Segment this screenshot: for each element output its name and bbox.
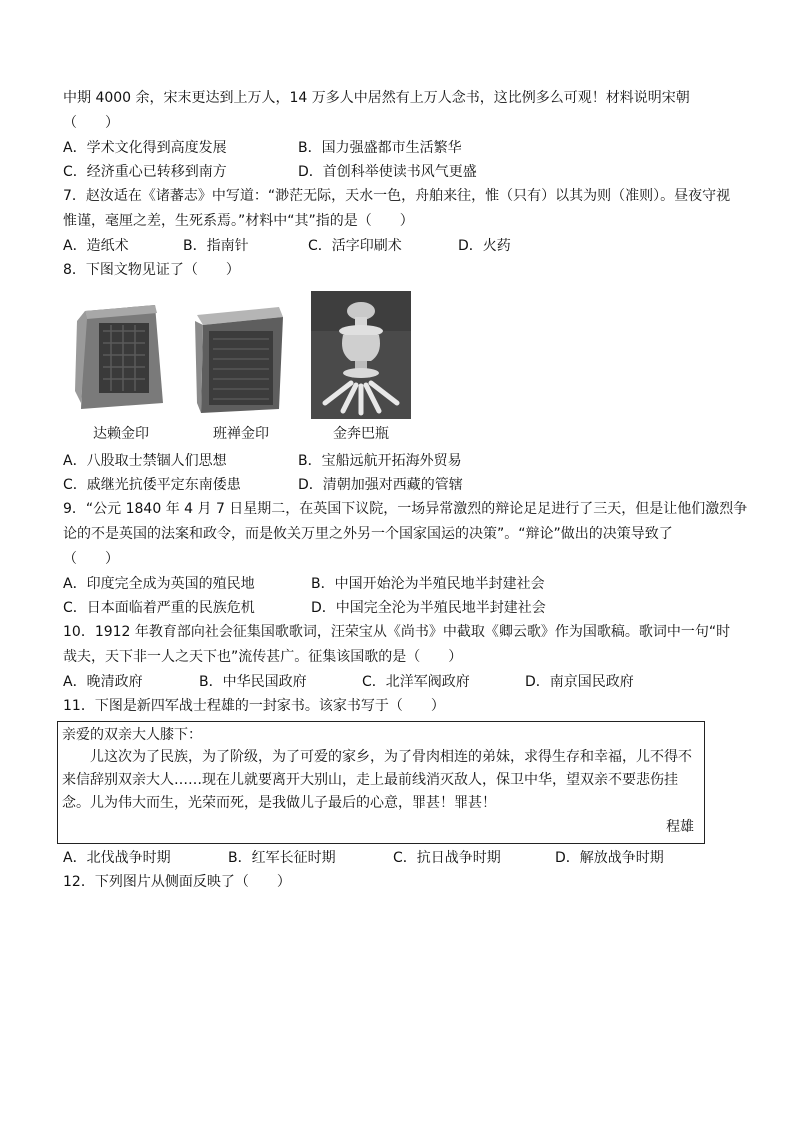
q11-option-d[interactable]: D．解放战争时期 (555, 850, 664, 866)
exam-page (62, 86, 748, 895)
q8-option-d[interactable]: D．清朝加强对西藏的管辖 (298, 477, 463, 493)
q8-figure-caption: 班禅金印 (213, 426, 269, 442)
q8-figure-dalai-seal (71, 291, 171, 443)
q9-stem-line1: 9．“公元 1840 年 4 月 7 日星期二，在英国下议院，一场异常激烈的辩论足足进行了三天，但是让他们激烈争 (63, 501, 748, 517)
q8-figures (71, 291, 733, 443)
q6-option-d[interactable]: D．首创科举使读书风气更盛 (298, 164, 477, 180)
q8-figure-caption: 达赖金印 (93, 426, 149, 442)
q7-options (63, 234, 733, 258)
q10-options (63, 670, 733, 694)
q6-option-a[interactable]: A．学术文化得到高度发展 (63, 140, 227, 156)
q9-option-c[interactable]: C．日本面临着严重的民族危机 (63, 600, 255, 616)
q8-figure-caption: 金奔巴瓶 (333, 426, 389, 442)
q6-option-c[interactable]: C．经济重心已转移到南方 (63, 164, 227, 180)
q8-figure-panchen-seal (191, 291, 291, 443)
q7-stem-line2: 惟谨，毫厘之差，生死系焉。”材料中“其”指的是（ ） (63, 213, 414, 229)
q10-option-c[interactable]: C．北洋军阀政府 (362, 674, 470, 690)
q8-options-row2 (63, 473, 733, 497)
letter-signature: 程雄 (666, 819, 694, 835)
q7-stem-line1: 7．赵汝适在《诸蕃志》中写道：“渺茫无际，天水一色，舟舶来往，惟（只有）以其为则（准则）。昼夜守视 (63, 188, 731, 204)
q6-option-b[interactable]: B．国力强盛都市生活繁华 (298, 140, 462, 156)
golden-urn-image (311, 291, 411, 419)
letter-salutation: 亲爱的双亲大人膝下： (62, 727, 202, 743)
q6-answer-paren: （ ） (63, 115, 119, 131)
q8-stem: 8．下图文物见证了（ ） (63, 262, 240, 278)
q10-option-d[interactable]: D．南京国民政府 (525, 674, 634, 690)
q9-option-a[interactable]: A．印度完全成为英国的殖民地 (63, 576, 255, 592)
q9-options-row2 (63, 596, 733, 620)
q9-options-row1 (63, 572, 733, 596)
q11-family-letter (57, 721, 705, 844)
q8-option-b[interactable]: B．宝船远航开拓海外贸易 (298, 453, 462, 469)
q9-option-d[interactable]: D．中国完全沦为半殖民地半封建社会 (311, 600, 546, 616)
q7-option-a[interactable]: A．造纸术 (63, 238, 129, 254)
q11-stem: 11．下图是新四军战士程雄的一封家书。该家书写于（ ） (63, 698, 445, 714)
q6-options-row1 (63, 136, 733, 160)
gold-seal-image (191, 291, 291, 419)
q10-option-b[interactable]: B．中华民国政府 (199, 674, 307, 690)
q7-option-b[interactable]: B．指南针 (183, 238, 249, 254)
q11-option-c[interactable]: C．抗日战争时期 (393, 850, 501, 866)
q6-options-row2 (63, 160, 733, 184)
q8-options-row1 (63, 449, 733, 473)
q11-option-b[interactable]: B．红军长征时期 (228, 850, 336, 866)
q7-option-c[interactable]: C．活字印刷术 (308, 238, 402, 254)
q9-stem-line2: 论的不是英国的法案和政令，而是攸关万里之外另一个国家国运的决策”。“辩论”做出的决策导致了 (63, 526, 673, 542)
q9-option-b[interactable]: B．中国开始沦为半殖民地半封建社会 (311, 576, 545, 592)
q8-figure-golden-urn (311, 291, 411, 443)
q10-stem-line2: 哉夫，天下非一人之天下也”流传甚广。征集该国歌的是（ ） (63, 649, 463, 665)
q11-options (63, 846, 733, 870)
q8-option-a[interactable]: A．八股取士禁锢人们思想 (63, 453, 227, 469)
q9-answer-paren: （ ） (63, 551, 119, 567)
q7-option-d[interactable]: D．火药 (458, 238, 511, 254)
q10-option-a[interactable]: A．晚清政府 (63, 674, 143, 690)
q6-stem-line1: 中期 4000 余，宋末更达到上万人，14 万多人中居然有上万人念书，这比例多么可观！材料说明宋朝 (63, 90, 690, 106)
q11-option-a[interactable]: A．北伐战争时期 (63, 850, 171, 866)
q12-stem: 12．下列图片从侧面反映了（ ） (63, 874, 291, 890)
q8-option-c[interactable]: C．戚继光抗倭平定东南倭患 (63, 477, 241, 493)
gold-seal-image (71, 291, 171, 419)
q10-stem-line1: 10．1912 年教育部向社会征集国歌歌词，汪荣宝从《尚书》中截取《卿云歌》作为国歌稿。歌词中一句“时 (63, 624, 731, 640)
letter-body: 儿这次为了民族，为了阶级，为了可爱的家乡，为了骨肉相连的弟妹，求得生存和幸福，儿不得不来信辞别双亲大人……现在儿就要离开大别山，走上最前线消灭敌人，保卫中华，望双亲不要悲伤挂念。儿为伟大而生，光荣而死，是我做儿子最后的心意，罪甚！罪甚！ (62, 749, 692, 811)
